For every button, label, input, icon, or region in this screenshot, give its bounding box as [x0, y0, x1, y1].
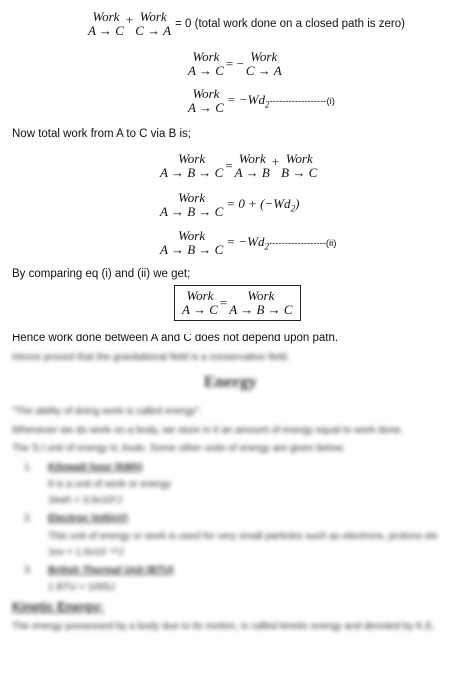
- blurred-item-3-heading: British Thermal Unit (BTU): [48, 565, 174, 576]
- text-hence-path-independent: [12, 334, 338, 345]
- equation-abc-sum: [160, 152, 317, 180]
- fraction-numerator: Work: [250, 49, 278, 64]
- fraction-numerator: Work: [247, 288, 275, 303]
- fraction-numerator: Work: [186, 288, 214, 303]
- fraction-denominator: B → C: [281, 165, 318, 180]
- equation-tag-ii: ------------------(ii): [268, 237, 337, 249]
- subscript: 2: [265, 99, 270, 110]
- plus-operator: +: [271, 154, 280, 169]
- blurred-item-2-formula: 1ev = 1.6x10⁻¹⁹J: [48, 547, 124, 558]
- text-total-work: Now total work from A to C via B is;: [12, 128, 191, 140]
- equals-minus-operator: = −: [225, 56, 244, 71]
- closing-paren: ): [295, 196, 300, 212]
- plus-operator: +: [125, 12, 134, 27]
- rhs-text: = 0 + (−Wd: [226, 196, 291, 212]
- subscript: 2: [264, 241, 269, 252]
- fraction-denominator: A → C: [188, 100, 224, 115]
- equation-abc-substituted: [160, 191, 299, 219]
- fraction-numerator: Work: [92, 9, 120, 24]
- fraction-denominator: A → B: [234, 165, 270, 180]
- equation-rhs: [223, 196, 299, 214]
- fraction-work-ac: [88, 10, 124, 38]
- fraction-denominator: C → A: [135, 23, 172, 38]
- blurred-item-3-formula: 1 BTU = 1055J: [48, 582, 115, 593]
- blurred-energy-definition: "The ability of doing work is called energy".: [12, 406, 202, 417]
- fraction-numerator: Work: [178, 190, 206, 205]
- rhs-text: = −Wd: [226, 234, 265, 250]
- equation-tag-i: ------------------(i): [269, 95, 335, 107]
- fraction-work-abc: [160, 229, 223, 257]
- subscript: 2: [290, 203, 296, 214]
- fraction-work-ac: [188, 87, 224, 115]
- blurred-kinetic-energy-text: The energy possessed by a body due to its motion, is called kinetic energy and denoted by K.E.: [12, 621, 436, 632]
- fraction-numerator: Work: [178, 151, 206, 166]
- blurred-item-1-formula: 1kwh = 3.6x10⁶J: [48, 495, 122, 506]
- blurred-kinetic-energy-heading: Kinetic Energy:: [12, 600, 104, 614]
- fraction-work-ac: [188, 50, 224, 78]
- fraction-denominator: A → C: [88, 23, 124, 38]
- fraction-work-ab: [235, 152, 270, 180]
- fraction-denominator: A → B → C: [229, 302, 293, 317]
- equation-closed-path: [88, 10, 405, 38]
- fraction-work-ca: [135, 10, 171, 38]
- blurred-item-1-text: It is a unit of work or energy: [48, 479, 171, 490]
- fraction-numerator: Work: [139, 9, 167, 24]
- blurred-paragraph-1: Whenever we do work on a body, we store in it an amount of energy equal to work done.: [12, 425, 404, 436]
- boxed-result-equation: [174, 285, 301, 321]
- equals-operator: =: [225, 158, 233, 173]
- blurred-conservative-line: Hence proved that the gravitational field is a conservative field.: [12, 352, 290, 363]
- fraction-numerator: Work: [192, 49, 220, 64]
- fraction-numerator: Work: [238, 151, 266, 166]
- blurred-item-1-number: 1.: [24, 462, 33, 473]
- blurred-item-2-heading: Electron Volt(eV): [48, 513, 128, 524]
- fraction-work-ca: [246, 50, 282, 78]
- equation-i: [188, 87, 335, 115]
- text-comparing: By comparing eq (i) and (ii) we get;: [12, 268, 191, 280]
- fraction-denominator: A → C: [188, 63, 224, 78]
- fraction-numerator: Work: [192, 86, 220, 101]
- hence-text: Hence work done between A and C does not depend upon path.: [12, 334, 339, 344]
- fraction-work-ac: [182, 289, 218, 317]
- blurred-item-3-number: 3.: [24, 565, 33, 576]
- equation-ii: [160, 229, 336, 257]
- fraction-denominator: A → B → C: [160, 204, 224, 219]
- fraction-work-abc: [229, 289, 292, 317]
- blurred-paragraph-2: The S.I unit of energy is Joule. Some other units of energy are given below.: [12, 443, 345, 454]
- blurred-item-1-heading: Kilowatt hour (kWh): [48, 462, 143, 473]
- fraction-denominator: A → B → C: [160, 165, 224, 180]
- blurred-item-2-text: This unit of energy or work is used for very small particles such as electrons, protons etc: [48, 531, 439, 542]
- closed-path-statement: = 0 (total work done on a closed path is zero): [175, 18, 405, 30]
- fraction-numerator: Work: [178, 228, 206, 243]
- fraction-denominator: C → A: [245, 63, 282, 78]
- fraction-work-abc: [160, 152, 223, 180]
- equation-reversed-path: [188, 50, 282, 78]
- fraction-work-abc: [160, 191, 223, 219]
- equals-operator: =: [219, 295, 228, 310]
- rhs-text: = −Wd: [226, 92, 266, 108]
- fraction-denominator: A → C: [182, 302, 218, 317]
- blurred-item-2-number: 2.: [24, 513, 33, 524]
- blurred-energy-title: Energy: [204, 372, 257, 391]
- equation-rhs: [224, 92, 270, 110]
- fraction-numerator: Work: [285, 151, 313, 166]
- equation-rhs: [223, 234, 269, 252]
- fraction-work-bc: [281, 152, 317, 180]
- fraction-denominator: A → B → C: [160, 242, 224, 257]
